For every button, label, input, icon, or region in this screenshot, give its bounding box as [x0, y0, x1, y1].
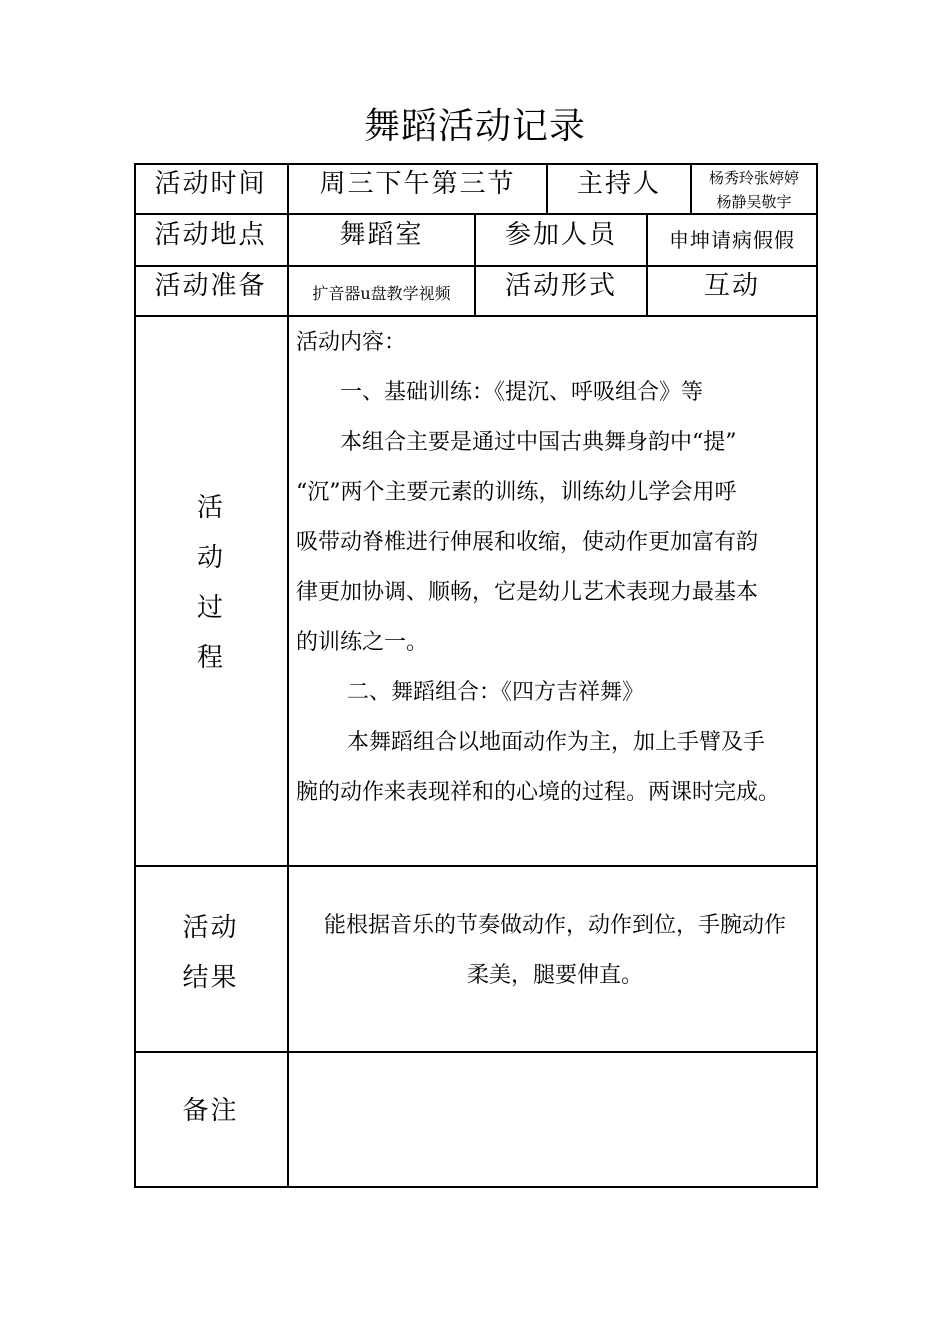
activity-prep-label: 活动准备 [154, 270, 267, 301]
table-column-divider [287, 163, 289, 1188]
remarks-value [289, 1053, 816, 1186]
result-label-line2: 结果 [182, 963, 239, 993]
process-line: 的训练之一。 [296, 630, 429, 655]
remarks-label: 备注 [182, 1095, 239, 1126]
table-row-divider [134, 315, 818, 317]
activity-prep-value: 扩音器u盘教学视频 [312, 283, 451, 303]
result-text [296, 901, 814, 1001]
page-title: 舞蹈活动记录 [363, 106, 586, 147]
host-value-line1: 杨秀玲张婷婷 [708, 169, 799, 187]
process-line: 活动内容： [296, 330, 407, 355]
process-line: “沉”两个主要元素的训练，训练幼儿学会用呼 [296, 480, 737, 505]
table-border-right [816, 163, 818, 1188]
result-label [134, 898, 287, 1008]
result-text-line1: 能根据音乐的节奏做动作，动作到位，手腕动作 [323, 913, 786, 938]
process-line: 一、基础训练：《提沉、呼吸组合》等 [296, 380, 704, 405]
table-row-divider [134, 865, 818, 867]
host-value [692, 166, 816, 214]
process-label-char: 动 [196, 543, 223, 573]
activity-place-value: 舞蹈室 [339, 219, 424, 250]
table-border-bottom [134, 1186, 818, 1188]
host-label: 主持人 [576, 168, 661, 199]
process-line: 本舞蹈组合以地面动作为主，加上手臂及手 [296, 730, 765, 755]
process-label-char: 活 [196, 493, 223, 523]
activity-form-label: 活动形式 [504, 270, 617, 301]
process-label-char: 程 [196, 643, 223, 673]
activity-time-value: 周三下午第三节 [319, 168, 516, 199]
process-label [134, 483, 286, 683]
host-value-line2: 杨静吴敬宇 [716, 193, 792, 211]
activity-time-label: 活动时间 [154, 168, 267, 199]
process-line: 吸带动脊椎进行伸展和收缩，使动作更加富有韵 [296, 530, 759, 555]
process-line: 二、舞蹈组合：《四方吉祥舞》 [296, 680, 644, 705]
members-label: 参加人员 [504, 219, 617, 250]
result-text-line2: 柔美，腿要伸直。 [466, 963, 643, 988]
process-line: 律更加协调、顺畅，它是幼儿艺术表现力最基本 [296, 580, 759, 605]
members-value: 申坤请病假假 [669, 227, 795, 252]
result-label-line1: 活动 [182, 913, 239, 943]
process-content [296, 318, 816, 818]
activity-form-value: 互动 [703, 270, 760, 301]
activity-place-label: 活动地点 [154, 219, 267, 250]
process-label-char: 过 [196, 593, 223, 623]
record-table [134, 163, 818, 1188]
process-line: 腕的动作来表现祥和的心境的过程。两课时完成。 [296, 780, 781, 805]
process-line: 本组合主要是通过中国古典舞身韵中“提” [296, 430, 737, 455]
